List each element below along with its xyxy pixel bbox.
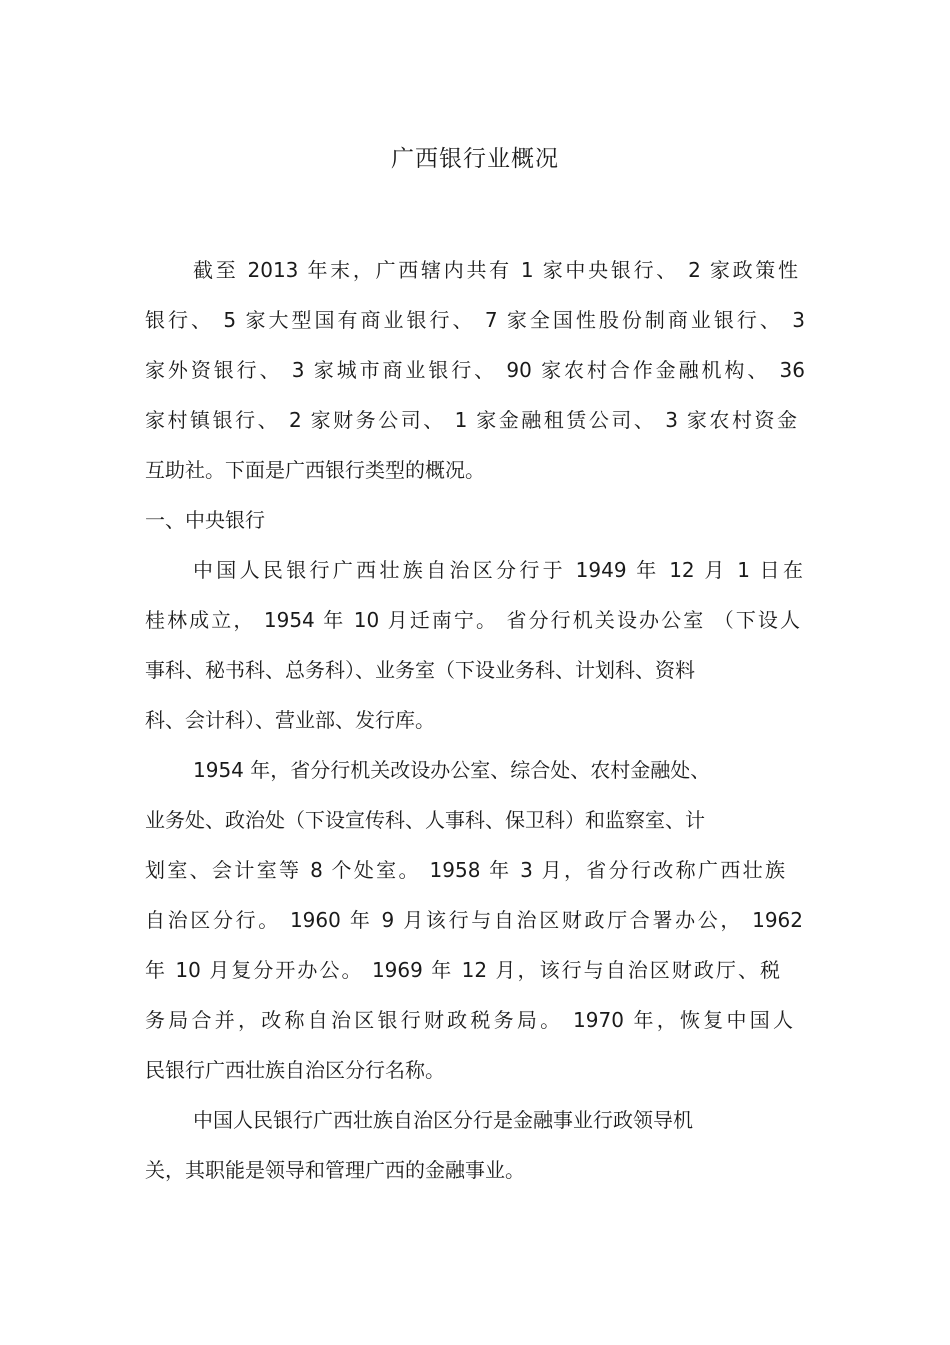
text-line: 划室、会计室等 8 个处室。 1958 年 3 月，省分行改称广西壮族 xyxy=(145,858,785,882)
text-line: 自治区分行。 1960 年 9 月该行与自治区财政厅合署办公， 1962 xyxy=(145,908,803,932)
text-line: 桂林成立， 1954 年 10 月迁南宁。 省分行机关设办公室 （下设人 xyxy=(145,608,800,632)
text-line: 务局合并，改称自治区银行财政税务局。 1970 年，恢复中国人 xyxy=(145,1008,793,1032)
text-line: 关，其职能是领导和管理广西的金融事业。 xyxy=(145,1158,525,1182)
text-line: 家外资银行、 3 家城市商业银行、 90 家农村合作金融机构、 36 xyxy=(145,358,805,382)
text-line: 民银行广西壮族自治区分行名称。 xyxy=(145,1058,445,1082)
text-line: 互助社。下面是广西银行类型的概况。 xyxy=(145,458,485,482)
text-line: 中国人民银行广西壮族自治区分行是金融事业行政领导机 xyxy=(193,1108,693,1132)
text-line: 截至 2013 年末，广西辖内共有 1 家中央银行、 2 家政策性 xyxy=(193,258,798,282)
text-line: 业务处、政治处（下设宣传科、人事科、保卫科）和监察室、计 xyxy=(145,808,705,832)
text-line: 1954 年，省分行机关改设办公室、综合处、农村金融处、 xyxy=(193,758,711,782)
text-line: 中国人民银行广西壮族自治区分行于 1949 年 12 月 1 日在 xyxy=(193,558,803,582)
text-line: 年 10 月复分开办公。 1969 年 12 月，该行与自治区财政厅、税 xyxy=(145,958,780,982)
text-line: 家村镇银行、 2 家财务公司、 1 家金融租赁公司、 3 家农村资金 xyxy=(145,408,797,432)
text-line: 事科、秘书科、总务科）、业务室（下设业务科、计划科、资料 xyxy=(145,658,695,682)
page-title: 广西银行业概况 xyxy=(391,146,559,172)
text-line: 科、会计科）、营业部、发行库。 xyxy=(145,708,435,732)
text-line: 银行、 5 家大型国有商业银行、 7 家全国性股份制商业银行、 3 xyxy=(145,308,805,332)
section-heading: 一、中央银行 xyxy=(145,508,265,532)
